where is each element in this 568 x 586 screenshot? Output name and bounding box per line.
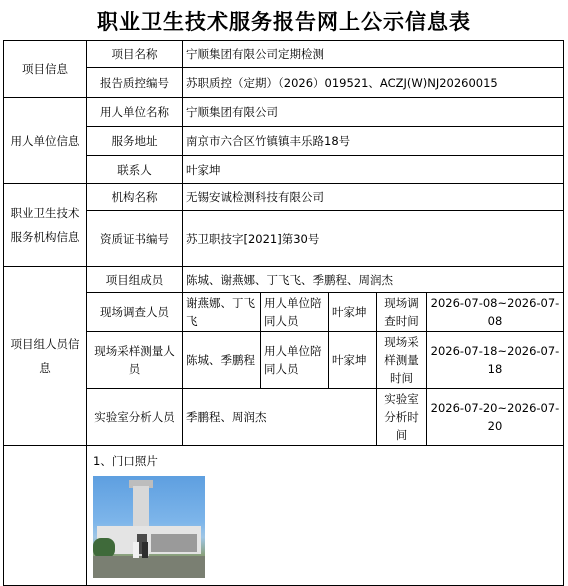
survey-staff-value: 谢燕娜、丁飞飞 — [183, 293, 261, 332]
members-label: 项目组成员 — [87, 267, 183, 293]
report-number-value: 苏职质控（定期）（2026）019521、ACZJ(W)NJ20260015 — [183, 68, 564, 98]
page-title: 职业卫生技术服务报告网上公示信息表 — [97, 10, 471, 34]
service-address-value: 南京市六合区竹镇镇丰乐路18号 — [183, 127, 564, 156]
lab-staff-label: 实验室分析人员 — [87, 389, 183, 446]
report-number-label: 报告质控编号 — [87, 68, 183, 98]
employer-name-label: 用人单位名称 — [87, 98, 183, 127]
entrance-photo — [93, 476, 205, 578]
survey-time-value: 2026-07-08~2026-07-08 — [427, 293, 564, 332]
sampling-staff-label: 现场采样测量人员 — [87, 332, 183, 389]
agency-name-value: 无锡安诚检测科技有限公司 — [183, 184, 564, 211]
members-value: 陈城、谢燕娜、丁飞飞、季鹏程、周润杰 — [183, 267, 564, 293]
certificate-number-value: 苏卫职技字[2021]第30号 — [183, 211, 564, 267]
personnel-section-label: 项目组人员信息 — [4, 267, 87, 446]
sampling-time-label: 现场采样测量时间 — [377, 332, 427, 389]
photo-cell — [87, 446, 564, 586]
lab-time-value: 2026-07-20~2026-07-20 — [427, 389, 564, 446]
agency-name-label: 机构名称 — [87, 184, 183, 211]
agency-section-label: 职业卫生技术服务机构信息 — [4, 184, 87, 267]
service-address-label: 服务地址 — [87, 127, 183, 156]
sampling-time-value: 2026-07-18~2026-07-18 — [427, 332, 564, 389]
survey-escort-label: 用人单位陪同人员 — [261, 293, 329, 332]
survey-time-label: 现场调查时间 — [377, 293, 427, 332]
contact-value: 叶家坤 — [183, 156, 564, 184]
photo-row-blank — [4, 446, 87, 586]
lab-time-label: 实验室分析时间 — [377, 389, 427, 446]
project-name-value: 宁顺集团有限公司定期检测 — [183, 41, 564, 68]
certificate-number-label: 资质证书编号 — [87, 211, 183, 267]
sampling-escort-label: 用人单位陪同人员 — [261, 332, 329, 389]
employer-name-value: 宁顺集团有限公司 — [183, 98, 564, 127]
contact-label: 联系人 — [87, 156, 183, 184]
survey-staff-label: 现场调查人员 — [87, 293, 183, 332]
sampling-staff-value: 陈城、季鹏程 — [183, 332, 261, 389]
project-name-label: 项目名称 — [87, 41, 183, 68]
photo-caption-entrance: 1、门口照片 — [93, 454, 158, 468]
sampling-escort-value: 叶家坤 — [329, 332, 377, 389]
lab-staff-value: 季鹏程、周润杰 — [183, 389, 377, 446]
survey-escort-value: 叶家坤 — [329, 293, 377, 332]
employer-section-label: 用人单位信息 — [4, 98, 87, 184]
project-section-label: 项目信息 — [4, 41, 87, 98]
disclosure-table — [3, 40, 564, 586]
